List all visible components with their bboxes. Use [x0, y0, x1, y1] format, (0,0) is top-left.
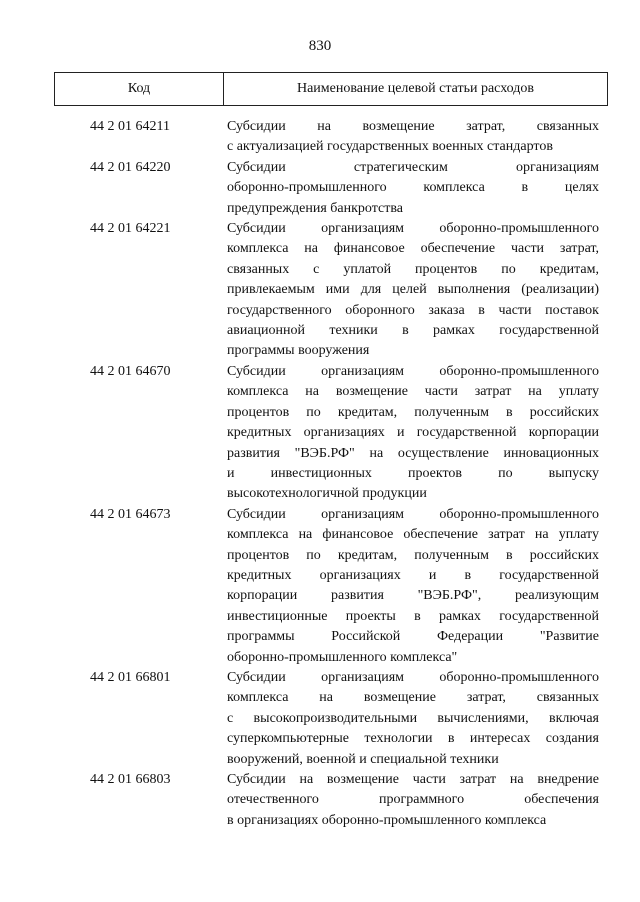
description-line: комплекса на финансовое обеспечение части затрат, [227, 241, 599, 257]
description-line: в организациях оборонно-промышленного комплекса [227, 812, 547, 828]
table-row [54, 117, 608, 158]
description-line: программы Российской Федерации "Развитие [227, 629, 599, 645]
description-line: с актуализацией государственных военных стандартов [227, 139, 553, 155]
description-line: суперкомпьютерные технологии в интересах создания [227, 731, 599, 747]
row-code: 44 2 01 64221 [90, 221, 171, 237]
row-description [227, 219, 599, 362]
description-line: вооружений, военной и специальной техники [227, 751, 499, 767]
table-row [54, 219, 608, 362]
row-description [227, 158, 599, 219]
row-code: 44 2 01 64670 [90, 363, 171, 379]
description-line: привлекаемым ими для целей выполнения (реализации) [227, 282, 599, 298]
description-line: с высокопроизводительными вычислениями, включая [227, 710, 599, 726]
row-description [227, 505, 599, 668]
description-line: инвестиционные проекты в рамках государственной [227, 608, 599, 624]
description-line: высокотехнологичной продукции [227, 486, 427, 502]
page-number: 830 [308, 38, 332, 54]
description-line: Субсидии организациям оборонно-промышленного [227, 363, 599, 379]
table-row [54, 668, 608, 770]
description-line: кредитных организациях и в государственной [227, 567, 599, 583]
description-line: оборонно-промышленного комплекса" [227, 649, 458, 665]
description-line: Субсидии на возмещение затрат, связанных [227, 119, 599, 134]
description-line: процентов по кредитам, полученным в российских [227, 547, 599, 563]
description-line: связанных с уплатой процентов по кредитам, [227, 261, 599, 277]
row-code: 44 2 01 66803 [90, 772, 171, 787]
header-name: Наименование целевой статьи расходов [296, 81, 535, 96]
row-code: 44 2 01 64220 [90, 159, 171, 175]
description-line: Субсидии организациям оборонно-промышленного [227, 506, 599, 522]
row-code: 44 2 01 66801 [90, 669, 171, 685]
row-code: 44 2 01 64673 [90, 506, 171, 522]
description-line: оборонно-промышленного комплекса в целях [227, 180, 599, 196]
row-description [227, 117, 599, 158]
header-code: Код [55, 73, 224, 105]
table-body [54, 117, 608, 831]
description-line: и инвестиционных проектов по выпуску [227, 465, 599, 481]
description-line: кредитных организациях и государственной корпорации [227, 425, 599, 441]
description-line: процентов по кредитам, полученным в российских [227, 404, 599, 420]
row-description [227, 668, 599, 770]
table-row [54, 158, 608, 219]
description-line: программы вооружения [227, 343, 370, 359]
row-description [227, 770, 599, 831]
description-line: развития "ВЭБ.РФ" на осуществление инновационных [227, 445, 599, 461]
description-line: Субсидии на возмещение части затрат на внедрение [227, 772, 599, 787]
description-line: Субсидии организациям оборонно-промышленного [227, 221, 599, 237]
description-line: Субсидии организациям оборонно-промышленного [227, 669, 599, 685]
description-line: комплекса на возмещение затрат, связанных [227, 690, 599, 706]
description-line: предупреждения банкротства [227, 200, 403, 216]
description-line: комплекса на финансовое обеспечение затрат на уплату [227, 527, 599, 543]
description-line: корпорации развития "ВЭБ.РФ", реализующим [227, 588, 599, 604]
row-description [227, 362, 599, 505]
table-row [54, 505, 608, 668]
description-line: государственного оборонного заказа в части поставок [227, 302, 599, 318]
table-row [54, 770, 608, 831]
description-line: Субсидии стратегическим организациям [227, 159, 599, 175]
description-line: комплекса на возмещение части затрат на уплату [227, 384, 599, 400]
table-header [54, 72, 608, 106]
row-code: 44 2 01 64211 [90, 119, 170, 134]
description-line: авиационной техники в рамках государственной [227, 323, 599, 339]
description-line: отечественного программного обеспечения [227, 792, 599, 808]
table-row [54, 362, 608, 505]
